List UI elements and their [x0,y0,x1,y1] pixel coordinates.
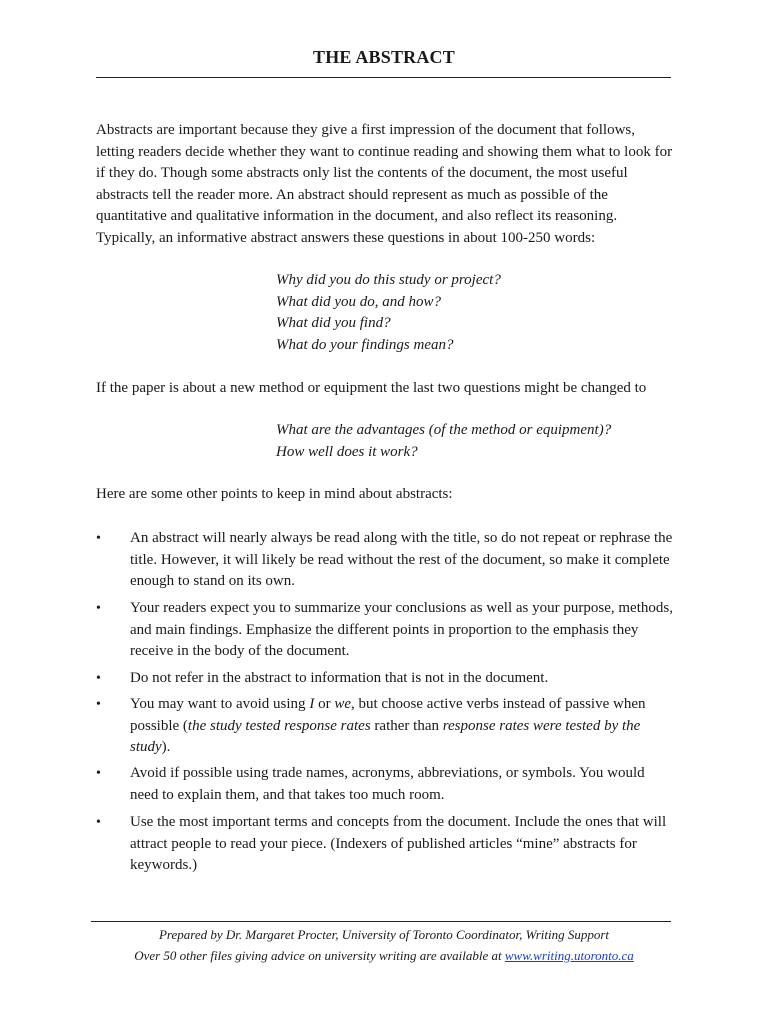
footer-resources-text: Over 50 other files giving advice on university writing are available at [134,948,505,963]
bullet-icon: • [96,815,101,830]
text-run: ). [161,739,171,755]
italic-run: response rates were tested by the study [130,717,641,755]
question-item: Why did you do this study or project? [276,272,501,288]
bullet-icon: • [96,531,101,546]
question-item: What did you find? [276,315,391,331]
bullet-text: An abstract will nearly always be read along with the title, so do not repeat or rephrase the title. However, it will likely be read without the rest of the document, so make it complete enough to stand on its own. [130,530,673,589]
bullet-text: Use the most important terms and concepts from the document. Include the ones that will attract people to read your piece. (Indexers of published articles “mine” abstracts for keywords.) [130,814,667,873]
intro-paragraph: Abstracts are important because they give a first impression of the document that follows, letting readers decide whether they want to continue reading and showing them what to look for if they do. Though some abstracts only list the contents of the document, the most useful abstracts tell the reader more. An abstract should represent as much as possible of the quantitative and qualitative information in the document, and also reflect its reasoning. Typically, an informative abstract answers these questions in about 100-250 words: [96,122,673,246]
question-list [276,270,696,356]
bullet-text [130,694,676,759]
website-link[interactable]: www.writing.utoronto.ca [504,948,634,963]
text-run: or [314,696,335,712]
bullet-icon: • [96,671,101,686]
bullet-text: Avoid if possible using trade names, acronyms, abbreviations, or symbols. You would need to explain them, and that takes too much room. [130,765,645,803]
bullet-text: Do not refer in the abstract to information that is not in the document. [130,670,549,686]
bullet-text: Your readers expect you to summarize your conclusions as well as your purpose, methods, and main findings. Emphasize the different points in proportion to the emphasis they receive in the body of the document. [130,600,673,659]
text-run: rather than [370,717,443,734]
points-intro: Here are some other points to keep in mind about abstracts: [96,486,453,502]
method-paragraph: If the paper is about a new method or equipment the last two questions might be changed to [96,380,647,396]
footer-resources [0,947,768,965]
bullet-icon: • [96,697,101,712]
title-divider [96,77,671,78]
text-run: You may want to avoid using [130,696,310,712]
italic-run: I [309,696,315,712]
bullet-icon: • [96,601,101,616]
footer-divider [91,921,671,922]
footer-credit: Prepared by Dr. Margaret Procter, University of Toronto Coordinator, Writing Support [158,927,610,942]
bullet-icon: • [96,766,101,781]
italic-run: the study tested response rates [187,717,371,734]
document-title: THE ABSTRACT [313,47,455,67]
text-run: , but choose active verbs instead of passive when possible ( [130,696,646,734]
question-item: What did you do, and how? [276,293,441,310]
method-question-list [276,420,696,463]
italic-run: we [334,696,351,712]
method-question-item: How well does it work? [276,443,418,460]
method-question-item: What are the advantages (of the method or equipment)? [276,422,612,438]
question-item: What do your findings mean? [276,336,454,353]
